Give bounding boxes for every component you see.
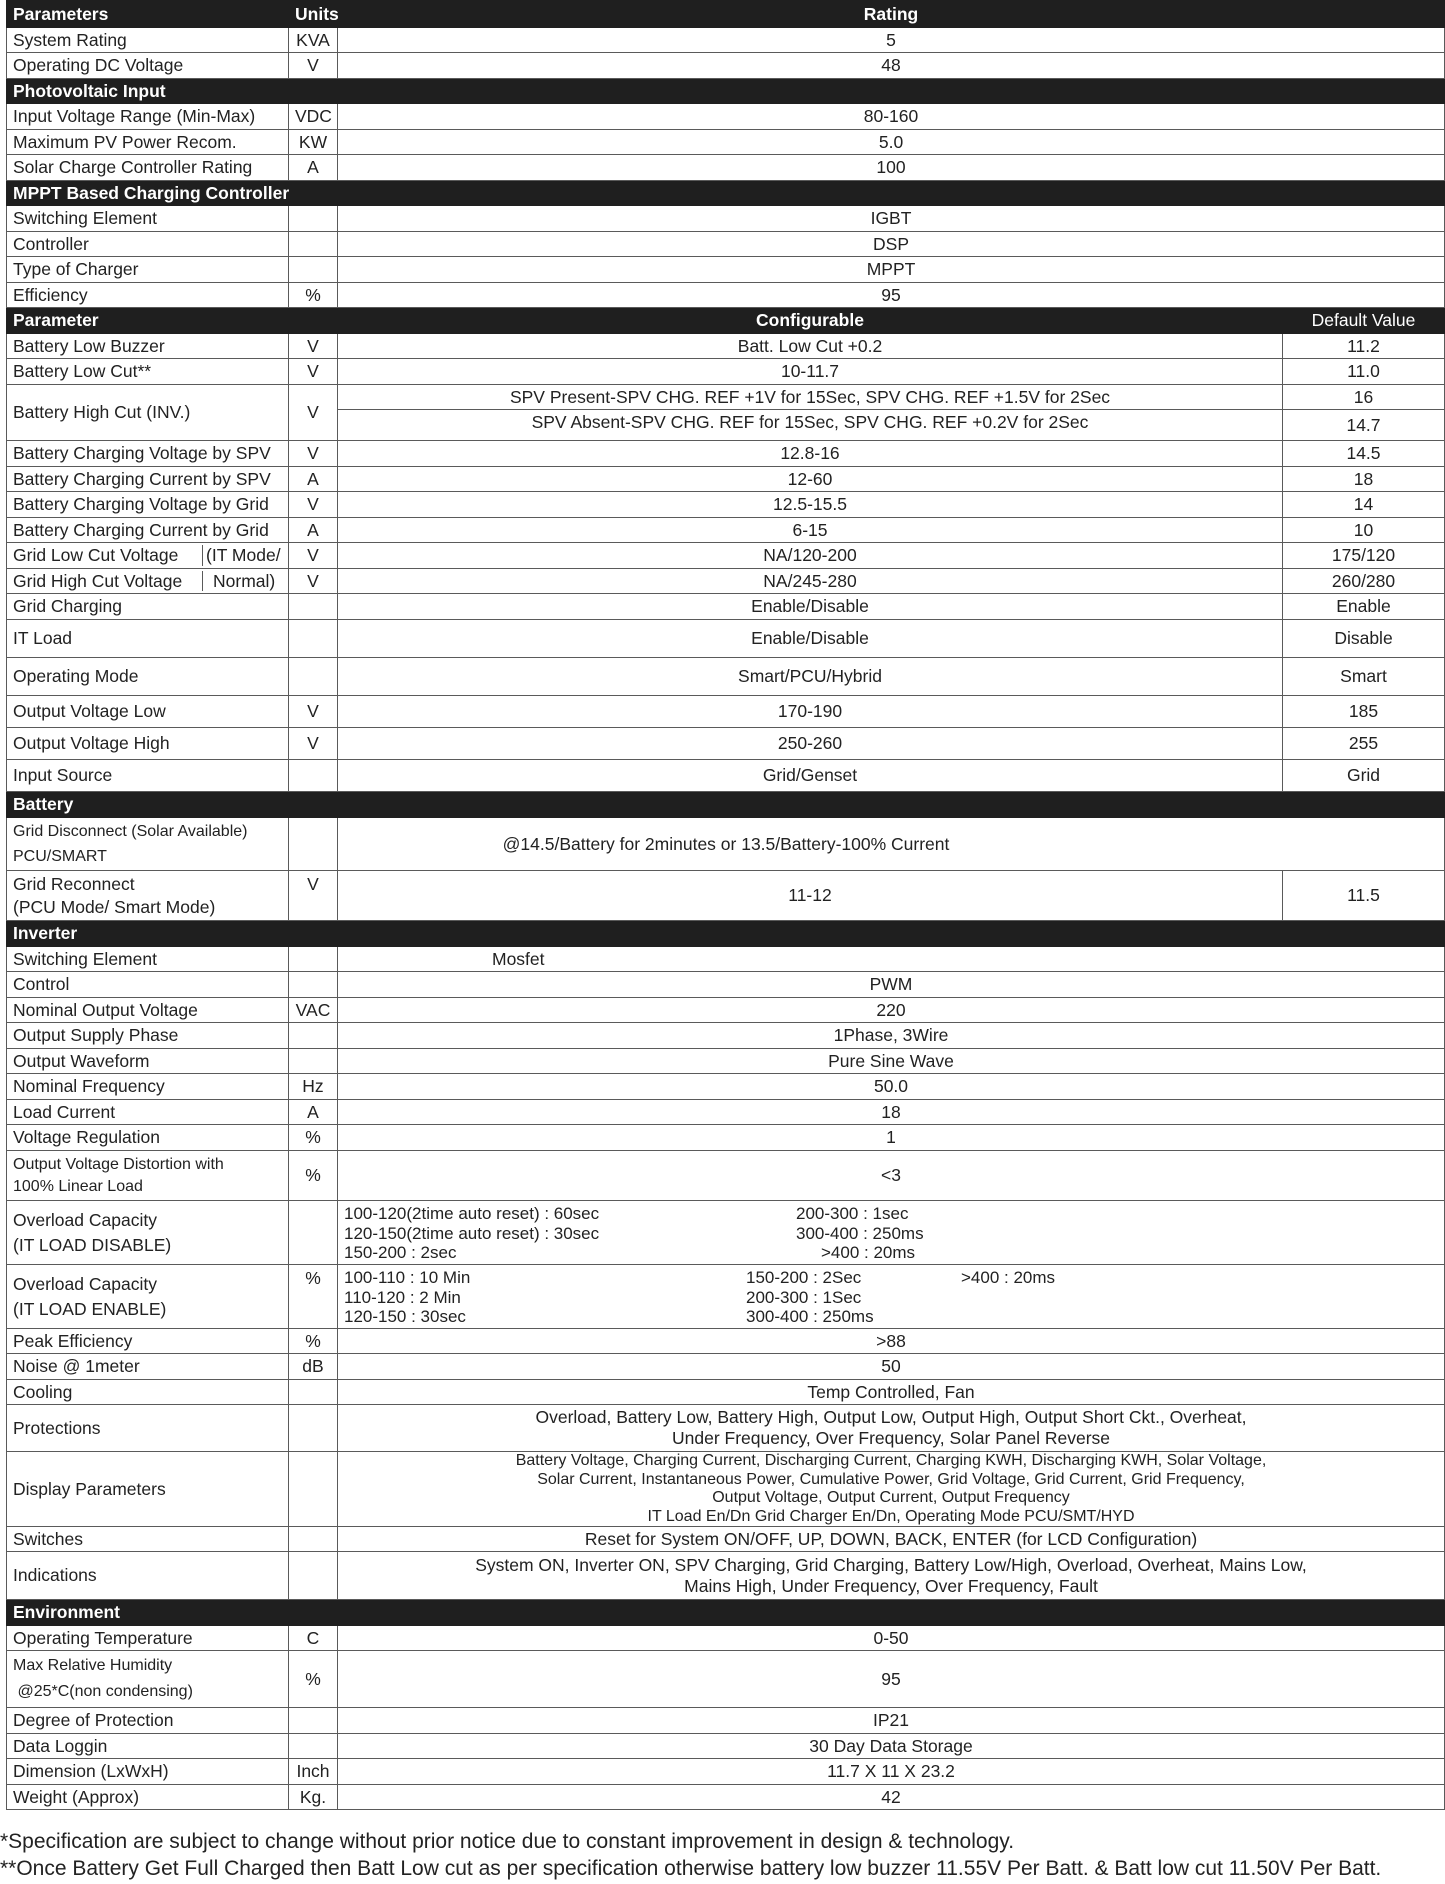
param-cell: Cooling bbox=[7, 1380, 289, 1405]
default-cell: 14.7 bbox=[1283, 410, 1445, 441]
param-cell: IT Load bbox=[7, 620, 289, 658]
config-header-configurable: Configurable bbox=[338, 308, 1283, 334]
unit-cell: V bbox=[289, 385, 338, 441]
distortion-label: Output Voltage Distortion with bbox=[13, 1155, 224, 1173]
unit-cell: V bbox=[289, 871, 338, 921]
table-row bbox=[7, 760, 1445, 792]
value-cell: SPV Absent-SPV CHG. REF for 15Sec, SPV CHG. REF +0.2V for 2Sec bbox=[338, 410, 1283, 441]
param-cell: Controller bbox=[7, 232, 289, 257]
param-cell: System Rating bbox=[7, 28, 289, 53]
table-row bbox=[7, 696, 1445, 728]
overload-enable-item: 300-400 : 250ms bbox=[746, 1307, 874, 1327]
table-row bbox=[7, 334, 1445, 359]
section-title: Environment bbox=[7, 1600, 1445, 1626]
table-row bbox=[7, 1354, 1445, 1380]
param-cell: Input Voltage Range (Min-Max) bbox=[7, 104, 289, 130]
protections-line: Under Frequency, Over Frequency, Solar Panel Reverse bbox=[671, 1428, 1111, 1448]
config-header-units-empty bbox=[289, 308, 338, 334]
unit-cell: VDC bbox=[289, 104, 338, 130]
param-cell: Output Waveform bbox=[7, 1049, 289, 1074]
value-cell: Temp Controlled, Fan bbox=[338, 1380, 1445, 1405]
grid-disconnect-sublabel: PCU/SMART bbox=[13, 848, 107, 865]
protections-line: Overload, Battery Low, Battery High, Output Low, Output High, Output Short Ckt., Overheat, bbox=[535, 1407, 1247, 1427]
overload-enable-item: >400 : 20ms bbox=[961, 1268, 1056, 1288]
table-row bbox=[7, 947, 1445, 972]
param-cell bbox=[7, 569, 289, 594]
value-cell: IGBT bbox=[338, 206, 1445, 232]
grid-disconnect-value: @14.5/Battery for 2minutes or 13.5/Battery-100% Current bbox=[502, 833, 950, 854]
table-row bbox=[7, 467, 1445, 492]
overload-disable-sublabel: (IT LOAD DISABLE) bbox=[13, 1234, 172, 1255]
display-line: IT Load En/Dn Grid Charger En/Dn, Operating Mode PCU/SMT/HYD bbox=[647, 1507, 1135, 1525]
default-cell: Smart bbox=[1283, 658, 1445, 696]
param-cell: Operating Temperature bbox=[7, 1626, 289, 1651]
overload-enable-sublabel: (IT LOAD ENABLE) bbox=[13, 1298, 167, 1319]
param-cell bbox=[7, 1651, 289, 1708]
table-row bbox=[7, 492, 1445, 518]
param-cell: Input Source bbox=[7, 760, 289, 792]
unit-cell: C bbox=[289, 1626, 338, 1651]
config-header bbox=[7, 308, 1445, 334]
param-cell: Voltage Regulation bbox=[7, 1125, 289, 1151]
indications-line: System ON, Inverter ON, SPV Charging, Grid Charging, Battery Low/High, Overload, Overheat, Mains Low, bbox=[475, 1554, 1307, 1575]
unit-cell: Hz bbox=[289, 1074, 338, 1100]
default-cell: 11.5 bbox=[1283, 871, 1445, 921]
grid-low-label: Grid Low Cut Voltage bbox=[7, 545, 203, 565]
param-cell: Maximum PV Power Recom. bbox=[7, 130, 289, 155]
value-cell: 12.5-15.5 bbox=[338, 492, 1283, 518]
unit-cell: V bbox=[289, 696, 338, 728]
display-values bbox=[338, 1452, 1445, 1527]
unit-cell bbox=[289, 594, 338, 620]
table-row bbox=[7, 594, 1445, 620]
param-cell: Dimension (LxWxH) bbox=[7, 1759, 289, 1785]
param-cell: Output Voltage Low bbox=[7, 696, 289, 728]
display-line: Battery Voltage, Charging Current, Discharging Current, Charging KWH, Discharging KWH, Solar Voltage, bbox=[515, 1452, 1267, 1469]
unit-cell: V bbox=[289, 728, 338, 760]
table-row bbox=[7, 1074, 1445, 1100]
overload-disable-item: 200-300 : 1sec bbox=[796, 1204, 909, 1224]
unit-cell bbox=[289, 1380, 338, 1405]
table-row bbox=[7, 871, 1445, 921]
section-header bbox=[7, 181, 1445, 206]
table-row bbox=[7, 53, 1445, 79]
unit-cell bbox=[289, 1734, 338, 1759]
default-cell: Grid bbox=[1283, 760, 1445, 792]
unit-cell: % bbox=[289, 283, 338, 308]
table-row bbox=[7, 130, 1445, 155]
table-row bbox=[7, 1151, 1445, 1201]
table-row bbox=[7, 658, 1445, 696]
default-cell: 185 bbox=[1283, 696, 1445, 728]
table-row bbox=[7, 569, 1445, 594]
table-row bbox=[7, 1552, 1445, 1600]
table-row bbox=[7, 1785, 1445, 1810]
unit-cell bbox=[289, 232, 338, 257]
display-line: Solar Current, Instantaneous Power, Cumulative Power, Grid Voltage, Grid Current, Grid Frequency, bbox=[537, 1470, 1245, 1488]
value-cell: IP21 bbox=[338, 1708, 1445, 1734]
overload-enable-item: 120-150 : 30sec bbox=[344, 1307, 466, 1327]
unit-cell: Inch bbox=[289, 1759, 338, 1785]
unit-cell: % bbox=[289, 1125, 338, 1151]
param-cell: Nominal Frequency bbox=[7, 1074, 289, 1100]
param-cell: Switching Element bbox=[7, 947, 289, 972]
unit-cell bbox=[289, 947, 338, 972]
section-title: MPPT Based Charging Controller bbox=[7, 181, 1445, 206]
param-cell: Battery Charging Voltage by Grid bbox=[7, 492, 289, 518]
value-cell: 5.0 bbox=[338, 130, 1445, 155]
param-cell bbox=[7, 818, 289, 871]
unit-cell: dB bbox=[289, 1354, 338, 1380]
table-row bbox=[7, 1527, 1445, 1552]
value-cell: 5 bbox=[338, 28, 1445, 53]
section-header bbox=[7, 79, 1445, 104]
value-cell: 30 Day Data Storage bbox=[338, 1734, 1445, 1759]
footnotes bbox=[0, 1828, 1445, 1882]
value-cell: 1 bbox=[338, 1125, 1445, 1151]
param-cell bbox=[7, 1201, 289, 1265]
indications-line: Mains High, Under Frequency, Over Frequency, Fault bbox=[684, 1575, 1098, 1596]
unit-cell: V bbox=[289, 53, 338, 79]
param-cell: Efficiency bbox=[7, 283, 289, 308]
value-cell: Batt. Low Cut +0.2 bbox=[338, 334, 1283, 359]
table-row bbox=[7, 1023, 1445, 1049]
table-row bbox=[7, 1329, 1445, 1354]
value-cell: PWM bbox=[338, 972, 1445, 998]
default-cell: 11.0 bbox=[1283, 359, 1445, 385]
unit-cell: A bbox=[289, 1100, 338, 1125]
unit-cell: % bbox=[289, 1151, 338, 1201]
param-cell: Degree of Protection bbox=[7, 1708, 289, 1734]
grid-reconnect-label: Grid Reconnect bbox=[13, 873, 135, 894]
param-cell: Peak Efficiency bbox=[7, 1329, 289, 1354]
default-cell: 175/120 bbox=[1283, 543, 1445, 569]
distortion-sublabel: 100% Linear Load bbox=[13, 1177, 143, 1195]
table-row bbox=[7, 257, 1445, 283]
value-cell: 42 bbox=[338, 1785, 1445, 1810]
unit-cell bbox=[289, 257, 338, 283]
unit-cell bbox=[289, 1527, 338, 1552]
section-title: Inverter bbox=[7, 921, 1445, 947]
overload-enable-item: 200-300 : 1Sec bbox=[746, 1287, 862, 1307]
value-cell: 12-60 bbox=[338, 467, 1283, 492]
unit-cell bbox=[289, 818, 338, 871]
unit-cell: Kg. bbox=[289, 1785, 338, 1810]
unit-cell bbox=[289, 1552, 338, 1600]
default-cell: 14.5 bbox=[1283, 441, 1445, 467]
overload-enable-item: 110-120 : 2 Min bbox=[344, 1287, 461, 1307]
param-cell: Type of Charger bbox=[7, 257, 289, 283]
overload-disable-item: 150-200 : 2sec bbox=[344, 1243, 457, 1263]
param-cell bbox=[7, 871, 289, 921]
param-cell: Battery Low Buzzer bbox=[7, 334, 289, 359]
table-row bbox=[7, 818, 1445, 871]
unit-cell bbox=[289, 1452, 338, 1527]
param-cell bbox=[7, 1265, 289, 1329]
param-cell: Operating DC Voltage bbox=[7, 53, 289, 79]
unit-cell: VAC bbox=[289, 998, 338, 1023]
unit-cell bbox=[289, 760, 338, 792]
param-cell bbox=[7, 1151, 289, 1201]
value-cell: 18 bbox=[338, 1100, 1445, 1125]
param-cell: Noise @ 1meter bbox=[7, 1354, 289, 1380]
table-row bbox=[7, 518, 1445, 543]
value-cell: Grid/Genset bbox=[338, 760, 1283, 792]
overload-enable-values bbox=[338, 1265, 1445, 1329]
param-cell: Operating Mode bbox=[7, 658, 289, 696]
table-row bbox=[7, 1405, 1445, 1452]
default-cell: 18 bbox=[1283, 467, 1445, 492]
overload-disable-item: 300-400 : 250ms bbox=[796, 1223, 924, 1243]
unit-cell bbox=[289, 1708, 338, 1734]
table-row bbox=[7, 1734, 1445, 1759]
table-row bbox=[7, 104, 1445, 130]
value-cell: SPV Present-SPV CHG. REF +1V for 15Sec, SPV CHG. REF +1.5V for 2Sec bbox=[338, 385, 1283, 410]
unit-cell bbox=[289, 1023, 338, 1049]
unit-cell: V bbox=[289, 569, 338, 594]
unit-cell: % bbox=[289, 1651, 338, 1708]
table-row bbox=[7, 998, 1445, 1023]
overload-disable-item: 100-120(2time auto reset) : 60sec bbox=[344, 1204, 600, 1224]
value-cell: 100 bbox=[338, 155, 1445, 181]
param-cell: Control bbox=[7, 972, 289, 998]
humidity-sublabel: @25*C(non condensing) bbox=[13, 1683, 193, 1700]
param-cell: Battery Charging Current by SPV bbox=[7, 467, 289, 492]
overload-enable-item: 150-200 : 2Sec bbox=[746, 1268, 862, 1288]
param-cell: Solar Charge Controller Rating bbox=[7, 155, 289, 181]
unit-cell: V bbox=[289, 441, 338, 467]
param-cell bbox=[7, 543, 289, 569]
value-cell: 95 bbox=[338, 283, 1445, 308]
overload-enable-label: Overload Capacity bbox=[13, 1273, 157, 1294]
param-cell: Battery Low Cut** bbox=[7, 359, 289, 385]
overload-enable-item: 100-110 : 10 Min bbox=[344, 1268, 471, 1288]
table-row bbox=[7, 441, 1445, 467]
value-cell: Enable/Disable bbox=[338, 594, 1283, 620]
grid-high-label: Grid High Cut Voltage bbox=[7, 571, 203, 591]
table-row bbox=[7, 1125, 1445, 1151]
unit-cell: A bbox=[289, 467, 338, 492]
value-cell: 11.7 X 11 X 23.2 bbox=[338, 1759, 1445, 1785]
overload-disable-item: >400 : 20ms bbox=[821, 1243, 916, 1263]
section-header bbox=[7, 792, 1445, 818]
mode-note-1: (IT Mode/ bbox=[206, 545, 281, 566]
section-header bbox=[7, 1600, 1445, 1626]
table-row bbox=[7, 1759, 1445, 1785]
param-cell: Switches bbox=[7, 1527, 289, 1552]
value-cell: 170-190 bbox=[338, 696, 1283, 728]
param-cell: Grid Charging bbox=[7, 594, 289, 620]
protections-values bbox=[338, 1405, 1445, 1452]
value-cell: 10-11.7 bbox=[338, 359, 1283, 385]
value-cell: 1Phase, 3Wire bbox=[338, 1023, 1445, 1049]
default-cell: 255 bbox=[1283, 728, 1445, 760]
mode-note-2: Normal) bbox=[213, 570, 276, 591]
param-cell: Battery High Cut (INV.) bbox=[7, 385, 289, 441]
unit-cell bbox=[289, 658, 338, 696]
value-cell: 80-160 bbox=[338, 104, 1445, 130]
value-cell: 50.0 bbox=[338, 1074, 1445, 1100]
section-title: Photovoltaic Input bbox=[7, 79, 1445, 104]
value-cell: NA/245-280 bbox=[338, 569, 1283, 594]
header-units: Units bbox=[289, 1, 338, 28]
value-cell: NA/120-200 bbox=[338, 543, 1283, 569]
spec-table bbox=[6, 0, 1445, 1810]
unit-cell: V bbox=[289, 359, 338, 385]
unit-cell bbox=[289, 620, 338, 658]
table-row bbox=[7, 1265, 1445, 1329]
param-cell: Battery Charging Current by Grid bbox=[7, 518, 289, 543]
param-cell: Battery Charging Voltage by SPV bbox=[7, 441, 289, 467]
value-cell: >88 bbox=[338, 1329, 1445, 1354]
humidity-label: Max Relative Humidity bbox=[13, 1657, 173, 1674]
header-parameters: Parameters bbox=[7, 1, 289, 28]
table-row bbox=[7, 283, 1445, 308]
value-cell: 0-50 bbox=[338, 1626, 1445, 1651]
unit-cell: A bbox=[289, 518, 338, 543]
param-cell: Output Voltage High bbox=[7, 728, 289, 760]
table-row bbox=[7, 1452, 1445, 1527]
value-cell: 250-260 bbox=[338, 728, 1283, 760]
table-row bbox=[7, 1651, 1445, 1708]
section-title: Battery bbox=[7, 792, 1445, 818]
default-cell: 10 bbox=[1283, 518, 1445, 543]
unit-cell: KW bbox=[289, 130, 338, 155]
param-cell: Weight (Approx) bbox=[7, 1785, 289, 1810]
value-cell: 48 bbox=[338, 53, 1445, 79]
default-cell: 14 bbox=[1283, 492, 1445, 518]
table-header bbox=[7, 1, 1445, 28]
table-row bbox=[7, 232, 1445, 257]
unit-cell: % bbox=[289, 1329, 338, 1354]
table-row bbox=[7, 620, 1445, 658]
value-cell: MPPT bbox=[338, 257, 1445, 283]
param-cell: Nominal Output Voltage bbox=[7, 998, 289, 1023]
unit-cell bbox=[289, 1201, 338, 1265]
table-row bbox=[7, 359, 1445, 385]
table-row bbox=[7, 155, 1445, 181]
overload-disable-label: Overload Capacity bbox=[13, 1209, 157, 1230]
value-cell bbox=[338, 818, 1445, 871]
value-cell: Smart/PCU/Hybrid bbox=[338, 658, 1283, 696]
unit-cell: V bbox=[289, 334, 338, 359]
header-rating: Rating bbox=[338, 1, 1445, 28]
config-header-default: Default Value bbox=[1283, 308, 1445, 334]
param-cell: Indications bbox=[7, 1552, 289, 1600]
param-cell: Protections bbox=[7, 1405, 289, 1452]
table-row bbox=[7, 1049, 1445, 1074]
table-row bbox=[7, 972, 1445, 998]
section-header bbox=[7, 921, 1445, 947]
param-cell: Output Supply Phase bbox=[7, 1023, 289, 1049]
value-cell: <3 bbox=[338, 1151, 1445, 1201]
table-row bbox=[7, 1708, 1445, 1734]
value-cell: Pure Sine Wave bbox=[338, 1049, 1445, 1074]
unit-cell: A bbox=[289, 155, 338, 181]
footnote-2: **Once Battery Get Full Charged then Batt Low cut as per specification otherwise battery low buzzer 11.55V Per Batt. & Batt low cut 11.50V Per Batt. bbox=[0, 1857, 1382, 1880]
table-row bbox=[7, 28, 1445, 53]
table-row bbox=[7, 1626, 1445, 1651]
unit-cell bbox=[289, 972, 338, 998]
grid-reconnect-sublabel: (PCU Mode/ Smart Mode) bbox=[13, 896, 216, 917]
unit-cell bbox=[289, 1049, 338, 1074]
value-cell: DSP bbox=[338, 232, 1445, 257]
default-cell: Disable bbox=[1283, 620, 1445, 658]
value-cell: 6-15 bbox=[338, 518, 1283, 543]
default-cell: 260/280 bbox=[1283, 569, 1445, 594]
display-line: Output Voltage, Output Current, Output Frequency bbox=[712, 1489, 1070, 1506]
unit-cell: KVA bbox=[289, 28, 338, 53]
table-row bbox=[7, 728, 1445, 760]
default-cell: 16 bbox=[1283, 385, 1445, 410]
default-cell: Enable bbox=[1283, 594, 1445, 620]
table-row bbox=[7, 385, 1445, 410]
value-cell: 11-12 bbox=[338, 871, 1283, 921]
value-cell: 12.8-16 bbox=[338, 441, 1283, 467]
value-cell: 95 bbox=[338, 1651, 1445, 1708]
table-row bbox=[7, 206, 1445, 232]
table-row bbox=[7, 543, 1445, 569]
unit-cell: % bbox=[289, 1265, 338, 1329]
value-cell: 220 bbox=[338, 998, 1445, 1023]
param-cell: Data Loggin bbox=[7, 1734, 289, 1759]
unit-cell: V bbox=[289, 543, 338, 569]
table-row bbox=[7, 1100, 1445, 1125]
value-cell: 50 bbox=[338, 1354, 1445, 1380]
unit-cell bbox=[289, 1405, 338, 1452]
param-cell: Display Parameters bbox=[7, 1452, 289, 1527]
overload-disable-item: 120-150(2time auto reset) : 30sec bbox=[344, 1223, 600, 1243]
indications-values bbox=[338, 1552, 1445, 1600]
value-cell: Reset for System ON/OFF, UP, DOWN, BACK, ENTER (for LCD Configuration) bbox=[338, 1527, 1445, 1552]
default-cell: 11.2 bbox=[1283, 334, 1445, 359]
unit-cell: V bbox=[289, 492, 338, 518]
footnote-1: *Specification are subject to change without prior notice due to constant improvement in design & technology. bbox=[0, 1830, 1015, 1853]
grid-disconnect-label: Grid Disconnect (Solar Available) bbox=[13, 823, 248, 840]
table-row bbox=[7, 1201, 1445, 1265]
param-cell: Switching Element bbox=[7, 206, 289, 232]
value-cell: Mosfet bbox=[338, 947, 1445, 972]
overload-disable-values bbox=[338, 1201, 1445, 1265]
table-row bbox=[7, 1380, 1445, 1405]
config-header-parameter: Parameter bbox=[7, 308, 289, 334]
param-cell: Load Current bbox=[7, 1100, 289, 1125]
value-cell: Enable/Disable bbox=[338, 620, 1283, 658]
unit-cell bbox=[289, 206, 338, 232]
